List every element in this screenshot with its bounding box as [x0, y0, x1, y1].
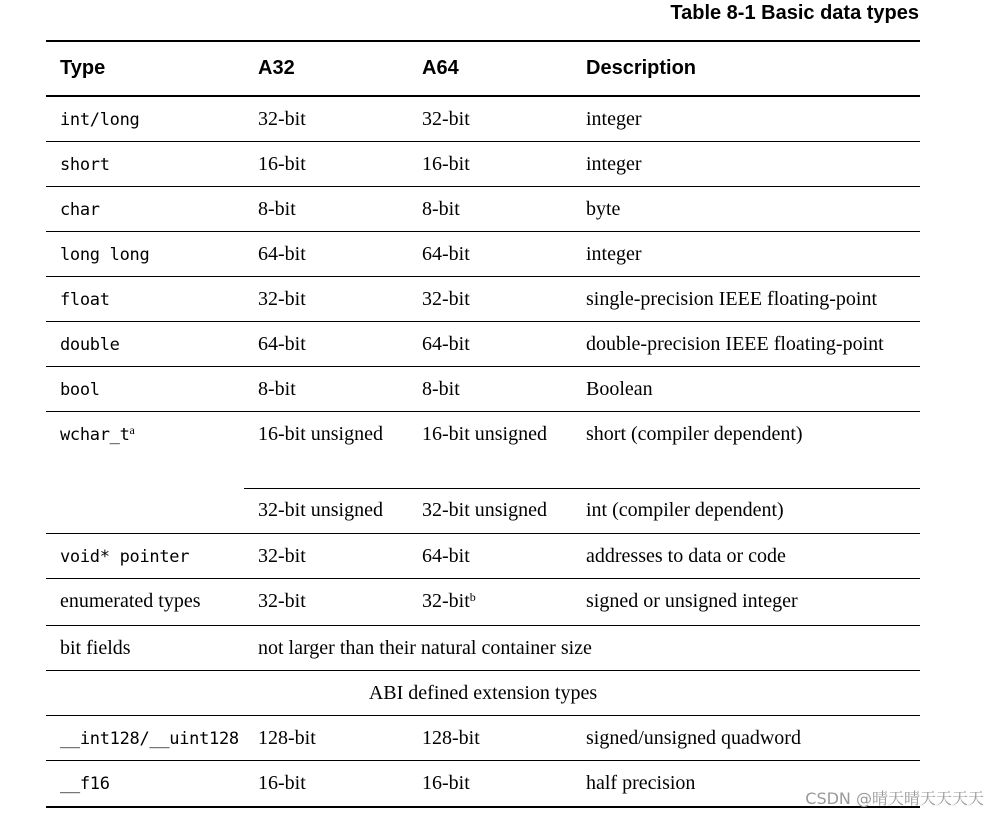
header-a32: A32 — [258, 57, 295, 79]
a64-cell: 128-bit — [422, 727, 480, 749]
type-cell: void* pointer — [60, 547, 190, 567]
header-description: Description — [586, 57, 697, 79]
table-row — [46, 97, 920, 142]
a32-cell: 64-bit — [258, 243, 306, 265]
description-cell: signed or unsigned integer — [586, 590, 798, 612]
a32-cell: 32-bit — [258, 108, 306, 130]
a64-cell: 64-bit — [422, 545, 470, 567]
description-cell: Boolean — [586, 378, 653, 400]
table-row — [46, 761, 920, 806]
table-row — [46, 367, 920, 412]
table-row — [46, 579, 920, 626]
a64-cell: 64-bit — [422, 243, 470, 265]
a32-cell: 128-bit — [258, 727, 316, 749]
table-row — [46, 322, 920, 367]
table-row — [46, 534, 920, 579]
a64-cell: 32-bit — [422, 108, 470, 130]
watermark: CSDN @晴天晴天天天天 — [805, 789, 984, 808]
table-row — [46, 716, 920, 761]
description-cell: integer — [586, 108, 642, 130]
header-type: Type — [60, 57, 106, 79]
type-cell: float — [60, 290, 110, 310]
a32-cell: 32-bit — [258, 288, 306, 310]
a32-cell: 8-bit — [258, 378, 296, 400]
type-cell: double — [60, 335, 120, 355]
description-cell-spanned: not larger than their natural container size — [258, 637, 592, 659]
table-row — [46, 232, 920, 277]
description-cell: addresses to data or code — [586, 545, 786, 567]
type-cell: long long — [60, 245, 150, 265]
a32-cell: 16-bit unsigned — [258, 423, 383, 445]
type-cell — [60, 425, 135, 445]
description-cell: integer — [586, 153, 642, 175]
description-cell: short (compiler dependent) — [586, 423, 803, 445]
description-cell: signed/unsigned quadword — [586, 727, 801, 749]
a64-cell: 16-bit — [422, 153, 470, 175]
description-cell: double-precision IEEE floating-point — [586, 333, 884, 355]
a32-cell: 32-bit unsigned — [258, 499, 383, 521]
a32-cell: 64-bit — [258, 333, 306, 355]
description-cell: single-precision IEEE floating-point — [586, 288, 878, 310]
a32-cell: 16-bit — [258, 153, 306, 175]
footnote-marker: b — [469, 590, 476, 604]
table-caption: Table 8-1 Basic data types — [670, 2, 919, 24]
a32-cell: 32-bit — [258, 545, 306, 567]
type-cell: bit fields — [60, 637, 131, 659]
description-cell: int (compiler dependent) — [586, 499, 784, 521]
type-cell: enumerated types — [60, 590, 201, 612]
data-types-table — [46, 40, 920, 808]
wchar-type-text: wchar_t — [60, 425, 130, 445]
type-cell: bool — [60, 380, 100, 400]
a32-cell: 32-bit — [258, 590, 306, 612]
description-cell: integer — [586, 243, 642, 265]
a32-cell: 16-bit — [258, 772, 306, 794]
table-row — [46, 277, 920, 322]
a64-cell — [422, 590, 476, 613]
type-cell: __f16 — [60, 774, 110, 794]
table-header-row — [46, 42, 920, 97]
a64-cell: 16-bit unsigned — [422, 423, 547, 445]
type-cell: char — [60, 200, 100, 220]
a64-cell: 64-bit — [422, 333, 470, 355]
a64-cell: 32-bit — [422, 288, 470, 310]
description-cell: half precision — [586, 772, 696, 794]
table-row-wchar — [46, 412, 920, 534]
section-heading: ABI defined extension types — [368, 682, 598, 704]
a64-cell: 8-bit — [422, 378, 460, 400]
table-row — [46, 187, 920, 232]
type-cell: int/long — [60, 110, 140, 130]
header-a64: A64 — [422, 57, 459, 79]
footnote-marker: a — [129, 423, 135, 437]
a64-cell: 8-bit — [422, 198, 460, 220]
table-row — [46, 142, 920, 187]
a64-cell: 32-bit unsigned — [422, 499, 547, 521]
a64-cell: 16-bit — [422, 772, 470, 794]
section-heading-row — [46, 671, 920, 716]
a64-value: 32-bit — [422, 590, 470, 612]
type-cell: short — [60, 155, 110, 175]
description-cell: byte — [586, 198, 621, 220]
a32-cell: 8-bit — [258, 198, 296, 220]
table-row — [46, 626, 920, 671]
sub-row-divider — [244, 488, 920, 489]
type-cell: __int128/__uint128 — [60, 729, 239, 749]
